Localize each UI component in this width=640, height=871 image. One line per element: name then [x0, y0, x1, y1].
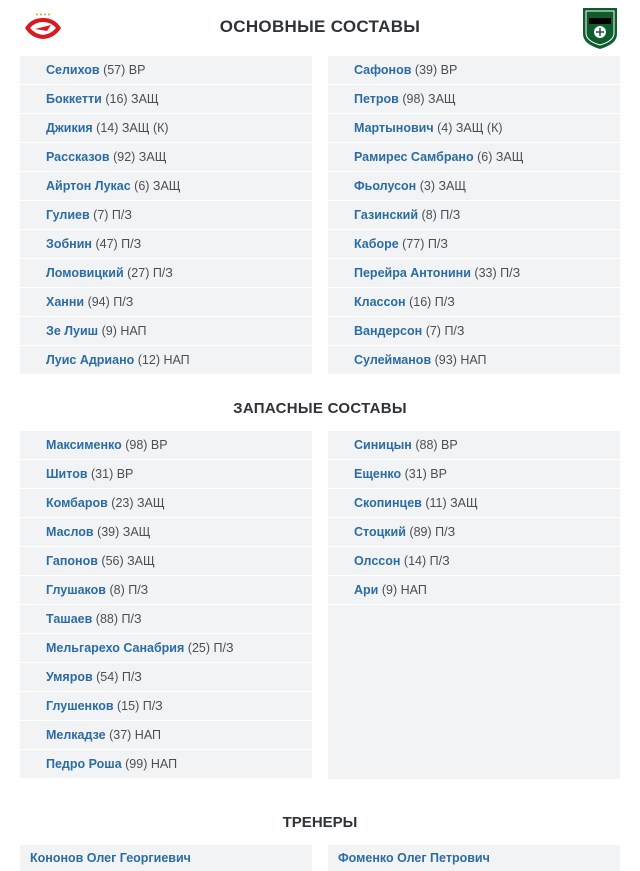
player-number-position: (3) ЗАЩ [419, 179, 467, 193]
player-name-link[interactable]: Мелкадзе [46, 728, 106, 742]
player-name-link[interactable]: Каборе [354, 237, 399, 251]
player-row [328, 431, 620, 460]
player-number-position: (9) НАП [381, 583, 427, 597]
player-number-position: (94) П/З [87, 295, 134, 309]
player-row [328, 489, 620, 518]
player-name-link[interactable]: Максименко [46, 438, 122, 452]
player-row [328, 346, 620, 375]
player-name-link[interactable]: Комбаров [46, 496, 108, 510]
player-number-position: (8) П/З [421, 208, 461, 222]
home-coach-link[interactable]: Кононов Олег Георгиевич [20, 845, 312, 871]
player-row [20, 317, 312, 346]
player-name-link[interactable]: Классон [354, 295, 406, 309]
player-row [20, 259, 312, 288]
player-name-link[interactable]: Ари [354, 583, 379, 597]
player-name-link[interactable]: Ташаев [46, 612, 93, 626]
starters-columns [0, 56, 640, 375]
player-number-position: (14) ЗАЩ (К) [96, 121, 169, 135]
player-name-link[interactable]: Рамирес Самбрано [354, 150, 474, 164]
player-row [20, 576, 312, 605]
player-row [328, 85, 620, 114]
player-number-position: (23) ЗАЩ [111, 496, 165, 510]
lineups-header [0, 0, 640, 56]
player-row [20, 201, 312, 230]
player-row [328, 56, 620, 85]
player-number-position: (47) П/З [95, 237, 142, 251]
player-name-link[interactable]: Стоцкий [354, 525, 406, 539]
player-name-link[interactable]: Ещенко [354, 467, 402, 481]
away-coach-link[interactable]: Фоменко Олег Петрович [328, 845, 620, 871]
player-number-position: (4) ЗАЩ (К) [437, 121, 503, 135]
player-row [20, 460, 312, 489]
player-row [328, 201, 620, 230]
player-number-position: (15) П/З [117, 699, 163, 713]
player-number-position: (16) ЗАЩ [105, 92, 159, 106]
player-number-position: (7) П/З [93, 208, 132, 222]
player-row [20, 114, 312, 143]
player-row [328, 143, 620, 172]
player-row [20, 230, 312, 259]
player-number-position: (93) НАП [434, 353, 487, 367]
player-name-link[interactable]: Мартынович [354, 121, 434, 135]
player-name-link[interactable]: Айртон Лукас [46, 179, 131, 193]
player-name-link[interactable]: Перейра Антонини [354, 266, 471, 280]
player-row [328, 460, 620, 489]
player-row [20, 143, 312, 172]
player-number-position: (31) ВР [404, 467, 447, 481]
player-name-link[interactable]: Рассказов [46, 150, 110, 164]
player-row [20, 56, 312, 85]
player-row [328, 230, 620, 259]
starters-away-list [328, 56, 620, 375]
player-row [328, 172, 620, 201]
player-row [20, 721, 312, 750]
player-number-position: (12) НАП [137, 353, 190, 367]
player-name-link[interactable]: Глушенков [46, 699, 114, 713]
player-name-link[interactable]: Зобнин [46, 237, 92, 251]
player-row [20, 750, 312, 779]
player-row [328, 518, 620, 547]
player-name-link[interactable]: Сафонов [354, 63, 412, 77]
player-number-position: (6) ЗАЩ [477, 150, 524, 164]
starters-home-list [20, 56, 312, 375]
player-row [328, 576, 620, 605]
player-number-position: (98) ВР [125, 438, 168, 452]
player-number-position: (57) ВР [103, 63, 146, 77]
player-number-position: (7) П/З [425, 324, 465, 338]
player-number-position: (92) ЗАЩ [113, 150, 167, 164]
player-name-link[interactable]: Педро Роша [46, 757, 122, 771]
player-number-position: (54) П/З [96, 670, 142, 684]
player-number-position: (56) ЗАЩ [101, 554, 155, 568]
player-name-link[interactable]: Газинский [354, 208, 419, 222]
player-row [20, 663, 312, 692]
player-name-link[interactable]: Фьолусон [354, 179, 417, 193]
player-number-position: (8) П/З [109, 583, 149, 597]
player-number-position: (88) П/З [95, 612, 142, 626]
player-row [20, 518, 312, 547]
player-row [328, 288, 620, 317]
subs-home-list [20, 431, 312, 779]
player-row [328, 547, 620, 576]
player-number-position: (16) П/З [409, 295, 455, 309]
player-name-link[interactable]: Ханни [46, 295, 85, 309]
coaches-row [0, 845, 640, 871]
player-name-link[interactable]: Луис Адриано [46, 353, 135, 367]
player-row [20, 431, 312, 460]
player-row [20, 346, 312, 375]
player-number-position: (33) П/З [474, 266, 521, 280]
player-number-position: (37) НАП [109, 728, 162, 742]
player-name-link[interactable]: Синицын [354, 438, 412, 452]
player-name-link[interactable]: Вандерсон [354, 324, 423, 338]
player-row [328, 114, 620, 143]
krasnodar-logo-icon[interactable] [580, 4, 620, 50]
subs-title: ЗАПАСНЫЕ СОСТАВЫ [233, 400, 407, 417]
player-row [20, 605, 312, 634]
player-name-link[interactable]: Гулиев [46, 208, 90, 222]
player-number-position: (39) ЗАЩ [97, 525, 151, 539]
starters-title: ОСНОВНЫЕ СОСТАВЫ [219, 17, 421, 36]
player-name-link[interactable]: Глушаков [46, 583, 106, 597]
player-row [20, 547, 312, 576]
player-number-position: (39) ВР [414, 63, 458, 77]
player-number-position: (11) ЗАЩ [425, 496, 478, 510]
player-number-position: (31) ВР [91, 467, 134, 481]
player-name-link[interactable]: Петров [354, 92, 399, 106]
player-number-position: (77) П/З [402, 237, 448, 251]
player-number-position: (25) П/З [187, 641, 234, 655]
player-name-link[interactable]: Сулейманов [354, 353, 432, 367]
player-name-link[interactable]: Скопинцев [354, 496, 422, 510]
player-number-position: (98) ЗАЩ [402, 92, 456, 106]
player-row [20, 692, 312, 721]
player-name-link[interactable]: Умяров [46, 670, 93, 684]
player-row [20, 489, 312, 518]
subs-columns [0, 431, 640, 779]
player-number-position: (27) П/З [127, 266, 173, 280]
player-name-link[interactable]: Мельгарехо Санабрия [46, 641, 185, 655]
player-number-position: (6) ЗАЩ [134, 179, 181, 193]
player-number-position: (89) П/З [409, 525, 456, 539]
player-row [20, 288, 312, 317]
player-name-link[interactable]: Маслов [46, 525, 94, 539]
player-number-position: (88) ВР [415, 438, 458, 452]
subs-away-list [328, 431, 620, 779]
player-name-link[interactable]: Ломовицкий [46, 266, 124, 280]
player-name-link[interactable]: Шитов [46, 467, 88, 481]
player-name-link[interactable]: Гапонов [46, 554, 98, 568]
player-row [20, 172, 312, 201]
player-name-link[interactable]: Зе Луиш [46, 324, 99, 338]
player-row [328, 317, 620, 346]
player-number-position: (99) НАП [125, 757, 178, 771]
player-row [20, 85, 312, 114]
player-row [20, 634, 312, 663]
player-name-link[interactable]: Джикия [46, 121, 93, 135]
player-number-position: (9) НАП [101, 324, 147, 338]
player-name-link[interactable]: Олссон [354, 554, 401, 568]
player-row [328, 259, 620, 288]
player-name-link[interactable]: Селихов [46, 63, 100, 77]
coaches-title: ТРЕНЕРЫ [282, 814, 358, 831]
player-name-link[interactable]: Боккетти [46, 92, 102, 106]
player-number-position: (14) П/З [403, 554, 450, 568]
